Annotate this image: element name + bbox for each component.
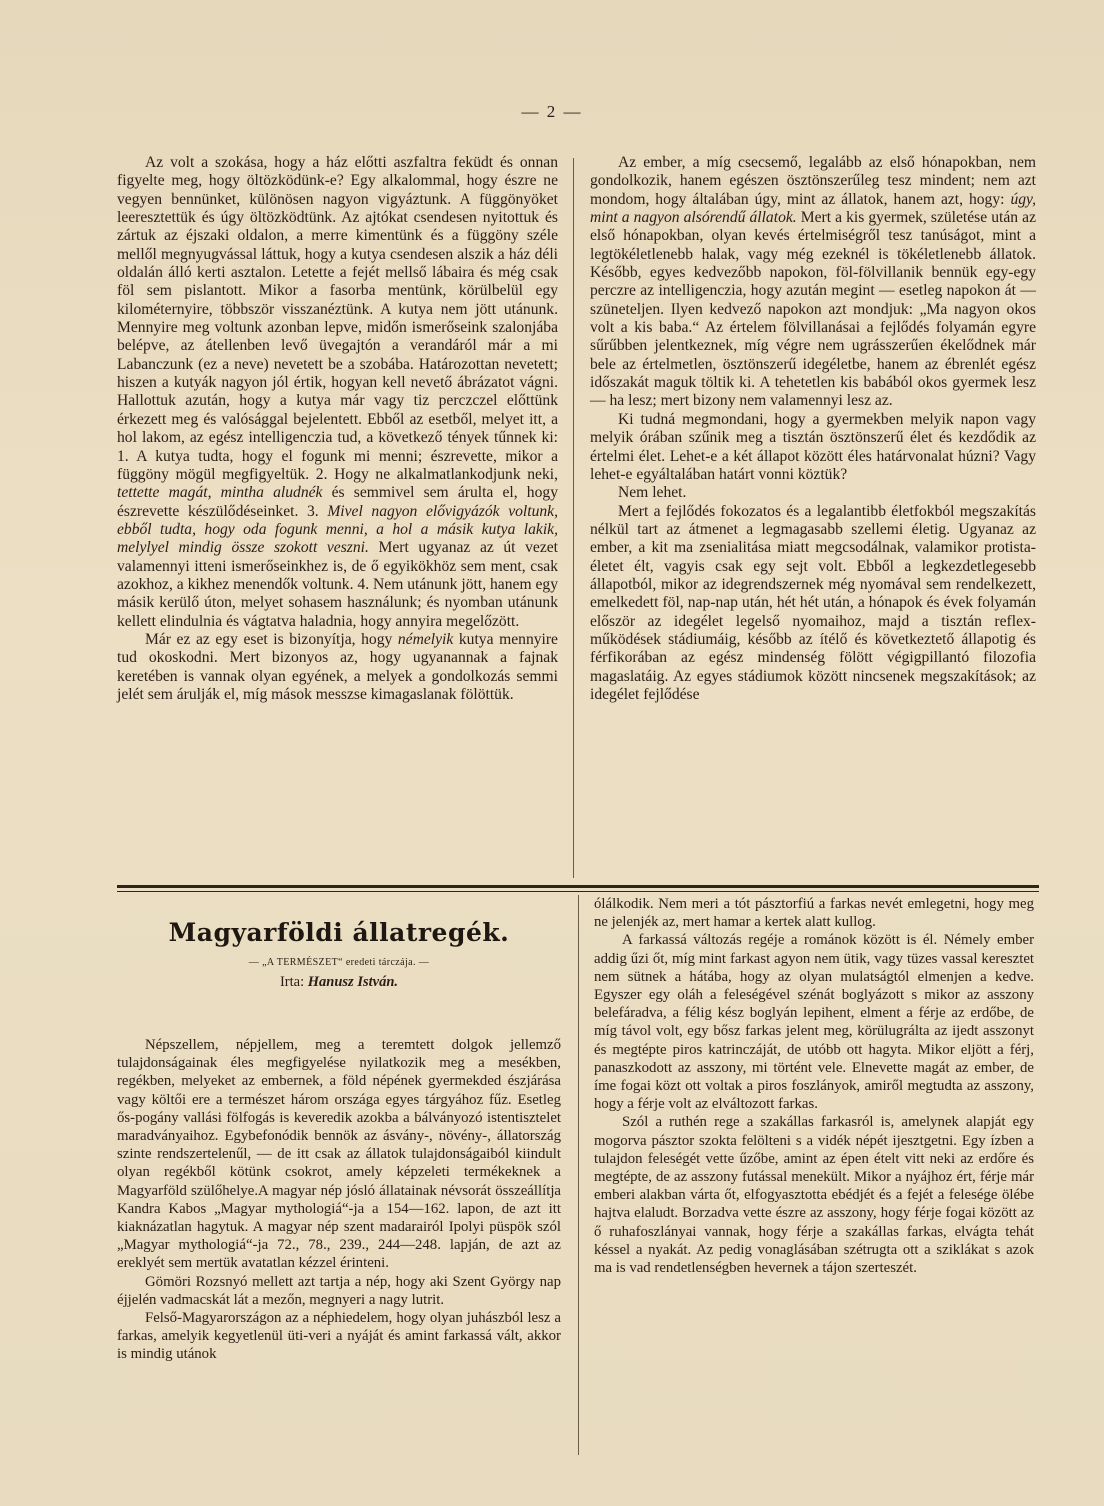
page-number: — 2 —	[521, 102, 583, 121]
paragraph	[590, 154, 1036, 411]
bottom-right-column	[594, 895, 1034, 1277]
top-left-column	[117, 154, 558, 704]
bottom-left-column	[117, 1036, 561, 1364]
paragraph: Nem lehet.	[618, 484, 687, 502]
text-run: Az ember, a míg csecsemő, legalább az első hónapokban, nem gondolkozik, hanem egészen ösztönszerűleg tesz mindent; nem azt mondom, hogy általában úgy, mint az állatok, hanem azt, hogy:	[590, 154, 1036, 208]
article-author	[117, 974, 561, 991]
text-run: Mert a kis gyermek, születése után az első hónapokban, olyan kevés értelmiségről tesz tanúságot, mint a legtökéletlenebb halak, vagy még ezeknél is tökéletlenebb állatok. Később, egyes kedvezőbb napokon, föl-fölvillanik bennük egy-egy perczre az intelligenczia, hogy azután megint — esetleg napokon át — szüneteljen. Ilyen kedvező napokon azt mondjuk: „Ma nagyon okos volt a kis baba.“ Az értelem fölvillanásai a fejlődés folyamán egyre sűrűbben jelentkeznek, míg végre nem ugrásszerűen ékelődnek már bele az értelmetlen, ösztönszerű idegéletbe, hanem az ébrenlét egész időszakát maguk töltik ki. A tehetetlen kis babából okos gyermek lesz — ha lesz; mert bizony nem valamennyi lesz az.	[590, 209, 1036, 410]
column-divider	[573, 158, 574, 878]
article-header	[117, 918, 561, 991]
italic-run: úgy, mint a nagyon alsórendű állatok.	[590, 190, 1036, 227]
author-name: Hanusz István.	[307, 974, 399, 990]
paragraph: Mert a fejlődés fokozatos és a legalantibb életfokból megszakítás nélkül tart az átmenet a legmagasabb szellemi életig. Ugyanaz az ember, a kit ma zsenialitása miatt megcsodálnak, valamikor protista-életet élt, vagyis csak egy sejt volt. Ebből a legkezdetlegesebb állapotból, mikor az idegrendszernek még nyomával sem rendelkezett, emelkedett föl, nap-nap után, hét hét után, a hónapok és évek folyamán először az idegélet legelső nyomaihoz, majd a tisztán reflex-működések stádiumáig, később az ítélő és következtető állapotig és férfikorában az egész mindenség fölött végigpillantó filozofia magaslatáig. Az egyes stádiumok között nincsenek megszakítások; az idegélet fejlődése	[590, 502, 1036, 703]
paragraph: Felső-Magyarországon az a néphiedelem, hogy olyan juhászból lesz a farkas, amelyik kegyetlenül üti-veri a nyáját és amint farkassá vált, akkor is mindig utánok	[117, 1310, 561, 1363]
paragraph: Gömöri Rozsnyó mellett azt tartja a nép, hogy aki Szent György nap éjjelén vadmacskát lát a mezőn, megnyeri a nagy lutrit.	[117, 1273, 561, 1308]
italic-run: tettette magát, mintha aludnék	[117, 484, 323, 502]
paragraph	[117, 154, 558, 631]
section-rule-thick	[117, 885, 1039, 888]
italic-run: némelyik	[397, 630, 454, 648]
text-run: kutya mennyire tud okoskodni. Mert bizonyos az, hogy ugyanannak a fajnak keretében is vannak olyan egyének, a melyek a gondolkozás semmi jelét sem árulják el, míg mások messzse kimagaslanak fölöttük.	[117, 630, 558, 703]
article-title: Magyarföldi állatregék.	[168, 918, 510, 947]
paragraph: A farkassá változás regéje a románok között is él. Némely ember addig űzi őt, míg mint farkast agyon nem ütik, vagy tüzes vassal keresztet nem sütnek a hátába, hogy az olyan mulatságtól elmenjen a kedve. Egyszer egy oláh a feleségével szénát boglyázott s mikor az asszony belefáradva, a félig kész boglyán lepihent, elment a férje az erdőbe, de míg távol volt, egy bősz farkas jelent meg, körülugrálta az ijedt asszonyt és megtépte piros katrinczáját, de utóbb ott hagyta. Mikor eljött a férj, panaszkodott az asszony, mi történt vele. Elnevette magát az ember, de íme fogai közt ott voltak a piros foszlányok, amiről megtudta az asszony, hogy a férje volt az elváltozott farkas.	[594, 932, 1034, 1113]
italic-run: Mivel nagyon elővigyázók voltunk, ebből tudta, hogy oda fogunk menni, a hol a másik kutya lakik, melylyel mindig össze szokott veszni.	[117, 502, 558, 557]
paragraph: Ki tudná megmondani, hogy a gyermekben melyik napon vagy melyik órában szűnik meg a tisztán ösztönszerű élet és kezdődik az értelmi élet. Lehet-e a két állapot között éles határvonalat húzni? Vagy lehet-e egyáltalában határt vonni köztük?	[590, 410, 1036, 483]
paragraph: Népszellem, népjellem, meg a teremtett dolgok jellemző tulajdonságainak éles megfigyelése nyilatkozik meg a mesékben, regékben, melyeket az embernek, a föld népének gyermekded észjárása vagy költői ere a természet három országa egyes tárgyához fűz. Esetleg ős-pogány vallási fölfogás is keveredik azokba a bálványozó istentisztelet maradványaihoz. Egybefonódik bennök az ásvány-, növény-, állatország szinte rendszertelenűl, — de itt csak az állatok tulajdonságaiból kiindult olyan regékből kötünk csokrot, amely képzeleti termékeknek a Magyarföld szülőhelye.A magyar nép jósló állatainak névsorát összeállítja Kandra Kabos „Magyar mythologiá“-ja a 154—162. lapon, de azt itt kiaknázatlan hagytuk. A magyar nép szent madarairól Ipolyi püspök szól „Magyar mythologiá“-ja 72., 78., 239., 244—248. lapján, de azt az ereklyét sem mertük avatatlan kézzel érinteni.	[117, 1037, 561, 1272]
article-subtitle: — „A TERMÉSZET“ eredeti tárczája. —	[248, 957, 430, 968]
paragraph	[117, 631, 558, 704]
column-divider	[578, 895, 579, 1455]
author-prefix: Irta:	[279, 974, 308, 990]
text-run: és semmivel sem árulta el, hogy észrevette készülődéseinket. 3.	[117, 484, 558, 520]
text-run: Mert ugyanaz az út vezet valamennyi itteni ismerőseinkhez is, de ő egyikökhöz sem ment, csak azokhoz, a kikhez menendők voltunk. 4. Nem utánunk jött, hanem egy másik kerülő úton, melyet sohasem használunk; és nyomban utánunk kellett elindulnia és vágtatva haladnia, hogy annyira megelőzött.	[117, 539, 558, 630]
section-rule-thin	[117, 891, 1039, 892]
top-right-column	[590, 154, 1036, 704]
paragraph: Szól a ruthén rege a szakállas farkasról is, amelynek alapját egy mogorva pásztor szokta felölteni s a vidék népét ijesztgetni. Egy ízben a tulajdon feleségét vette űzőbe, amint az épen ételt vitt neki az erdőre és megtépte, de az asszony futással menekült. Mikor a nyájhoz ért, férje már emberi alakban várta őt, elfogyasztotta ebédjét és a fejét a felesége ölébe hajtva elaludt. Borzadva vette észre az asszony, hogy férje fogai között az ő ruhafoszlányai vannak, hogy férje a szakállas farkas, elvágta tehát késsel a nyakát. Az pedig vonaglásában szétrugta ott a sziklákat s azok ma is vad rendetlenségben hevernek a tájon szerteszét.	[594, 1114, 1034, 1277]
paragraph: ólálkodik. Nem meri a tót pásztorfiú a farkas nevét emlegetni, hogy meg ne jelenjék az, mert hamar a kertek alatt kullog.	[594, 896, 1034, 931]
text-run: Már ez az egy eset is bizonyítja, hogy	[145, 630, 398, 648]
text-run: Az volt a szokása, hogy a ház előtti aszfaltra feküdt és onnan figyelte meg, hogy öltözködünk-e? Egy alkalommal, hogy észre ne vegyen bennünket, különösen nagyon vigyáztunk. A függönyöket leeresztettük és úgy öltözködtünk. Az ajtókat csendesen nyitottuk és zártuk az éjszaki oldalon, a merre kimentünk és a függöny széle mellől megnyugvással láttuk, hogy a kutya csendesen alszik a ház déli oldalán álló kerti asztalon. Letette a fejét mellső lábaira és még csak föl sem pislantott. Mikor a fasorba mentünk, körülbelül egy kilométernyire, többször visszanéztünk. A kutya nem jött utánunk. Mennyire meg voltunk azonban lepve, midőn ismerőseink szalonjába belépve, az átellenben levő üvegajtón a verandáról már a mi Labanczunk (ez a neve) nevetett be a szobába. Határozottan nevetett; hiszen a kutyák nagyon jól értik, hogyan kell nevető ábrázatot vágni. Hallottuk azután, hogy a kutya már vagy tiz perczczel előttünk érkezett meg és valósággal bejelentett. Ebből az esetből, melyet itt, a hol lakom, az egész intelligenczia tud, a következő tények tűnnek ki: 1. A kutya tudta, hogy el fogunk mi menni; észrevette, mikor a függöny mögül megfigyeltük. 2. Hogy ne alkalmatlankodjunk neki,	[117, 154, 558, 483]
